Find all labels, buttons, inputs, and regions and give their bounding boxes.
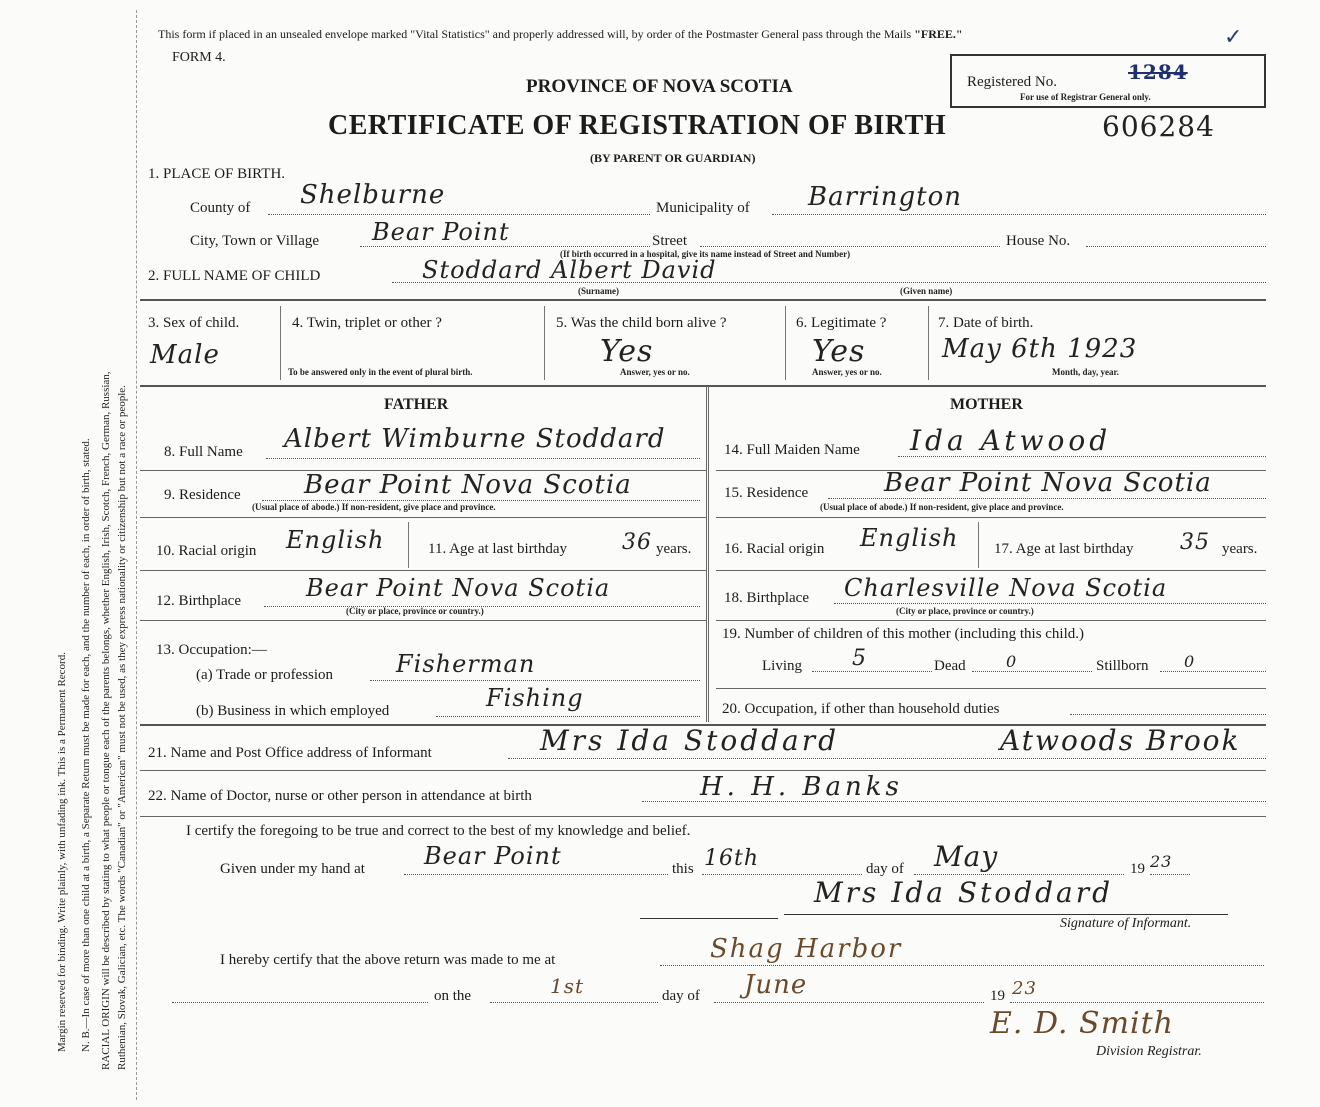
mother-name-label: 14. Full Maiden Name	[724, 442, 860, 458]
business-field[interactable]: Fishing	[486, 684, 584, 712]
certificate-number: 606284	[1102, 110, 1215, 143]
father-heading: FATHER	[384, 396, 449, 413]
municipality-label: Municipality of	[656, 200, 750, 216]
registrar-month-field[interactable]: June	[744, 970, 808, 1000]
doctor-field[interactable]: H. H. Banks	[700, 772, 903, 802]
given-place-field[interactable]: Bear Point	[424, 842, 562, 870]
father-birthplace-note: (City or place, province or country.)	[346, 606, 484, 616]
given-name-note: (Given name)	[900, 286, 953, 296]
dead-field[interactable]: 0	[1006, 652, 1018, 671]
mother-age-field[interactable]: 35	[1180, 530, 1210, 555]
registrar-signature[interactable]: E. D. Smith	[990, 1006, 1174, 1041]
given-year-field[interactable]: 23	[1150, 852, 1173, 871]
trade-label: (a) Trade or profession	[196, 667, 334, 683]
father-age-field[interactable]: 36	[622, 530, 652, 555]
given-day-field[interactable]: 16th	[704, 846, 760, 871]
children-count-label: 19. Number of children of this mother (including this child.)	[722, 626, 1085, 642]
date-of-birth-note: Month, day, year.	[1052, 367, 1119, 377]
mother-heading: MOTHER	[950, 396, 1023, 413]
registered-label: Registered No.	[967, 74, 1057, 90]
twin-label: 4. Twin, triplet or other ?	[292, 315, 442, 331]
mother-residence-field[interactable]: Bear Point Nova Scotia	[884, 468, 1212, 498]
informant-signature[interactable]: Mrs Ida Stoddard	[814, 876, 1114, 909]
born-alive-field[interactable]: Yes	[600, 334, 654, 369]
year-prefix: 19	[1130, 861, 1145, 877]
margin-rule	[136, 10, 137, 1100]
page-title: CERTIFICATE OF REGISTRATION OF BIRTH	[328, 110, 947, 141]
dead-label: Dead	[934, 658, 966, 674]
mother-residence-note: (Usual place of abode.) If non-resident, give place and province.	[820, 502, 1064, 512]
legitimate-field[interactable]: Yes	[812, 334, 866, 369]
mother-birthplace-note: (City or place, province or country.)	[896, 606, 1034, 616]
surname-note: (Surname)	[578, 286, 619, 296]
given-month-field[interactable]: May	[934, 840, 999, 873]
place-of-birth-label: 1. PLACE OF BIRTH.	[148, 166, 286, 182]
house-number-label: House No.	[1006, 233, 1071, 249]
registrar-note: For use of Registrar General only.	[1020, 92, 1151, 102]
margin-note-1: Margin reserved for binding. Write plainly, with unfading ink. This is a Permanent Record.	[56, 652, 68, 1052]
certify-statement: I certify the foregoing to be true and correct to the best of my knowledge and belief.	[186, 823, 691, 839]
on-the-label: on the	[434, 988, 472, 1004]
born-alive-label: 5. Was the child born alive ?	[556, 315, 727, 331]
check-icon: ✓	[1224, 24, 1243, 49]
father-race-field[interactable]: English	[286, 526, 385, 554]
this-label: this	[672, 861, 694, 877]
mother-birthplace-label: 18. Birthplace	[724, 590, 809, 606]
twin-note: To be answered only in the event of plural birth.	[288, 367, 473, 377]
father-residence-note: (Usual place of abode.) If non-resident, give place and province.	[252, 502, 496, 512]
date-of-birth-field[interactable]: May 6th 1923	[942, 334, 1138, 364]
legitimate-note: Answer, yes or no.	[812, 367, 882, 377]
hospital-note: (If birth occurred in a hospital, give its name instead of Street and Number)	[560, 249, 851, 259]
sex-field[interactable]: Male	[150, 340, 220, 370]
margin-note-2: N. B.—In case of more than one child at a birth, a Separate Return must be made for each, and the number of each, in order of birth, stated.	[80, 438, 92, 1052]
mother-age-label: 17. Age at last birthday	[994, 541, 1134, 557]
registration-box	[950, 54, 1266, 108]
municipality-field[interactable]: Barrington	[808, 182, 963, 212]
occupation-label: 13. Occupation:—	[156, 642, 267, 658]
born-alive-note: Answer, yes or no.	[620, 367, 690, 377]
doctor-label: 22. Name of Doctor, nurse or other person in attendance at birth	[148, 788, 532, 804]
mail-notice: This form if placed in an unsealed envelope marked "Vital Statistics" and properly addressed will, by order of the Postmaster General pass through the Mails "FREE."	[158, 27, 963, 41]
trade-field[interactable]: Fisherman	[396, 650, 536, 678]
date-of-birth-label: 7. Date of birth.	[938, 315, 1034, 331]
father-name-field[interactable]: Albert Wimburne Stoddard	[284, 424, 666, 454]
county-field[interactable]: Shelburne	[300, 180, 446, 210]
mother-race-label: 16. Racial origin	[724, 541, 825, 557]
father-name-label: 8. Full Name	[164, 444, 243, 460]
mother-name-field[interactable]: Ida Atwood	[910, 424, 1112, 457]
given-at-label: Given under my hand at	[220, 861, 365, 877]
child-name-field[interactable]: Stoddard Albert David	[422, 256, 717, 284]
form-number: FORM 4.	[172, 50, 226, 65]
division-registrar-label: Division Registrar.	[1096, 1044, 1202, 1059]
registrar-year-prefix: 19	[990, 988, 1005, 1004]
margin-note-4: Ruthenian, Slovak, Galician, etc. The words "Canadian" or "American" must not be used, as they express nationality or citizenship but not a race or people.	[116, 385, 128, 1070]
subtitle: (BY PARENT OR GUARDIAN)	[590, 151, 756, 165]
registrar-statement: I hereby certify that the above return was made to me at	[220, 952, 556, 968]
sex-label: 3. Sex of child.	[148, 315, 240, 331]
father-race-label: 10. Racial origin	[156, 543, 257, 559]
informant-name-field[interactable]: Mrs Ida Stoddard	[540, 724, 840, 757]
legitimate-label: 6. Legitimate ?	[796, 315, 887, 331]
father-age-unit: years.	[656, 541, 692, 557]
stillborn-field[interactable]: 0	[1184, 652, 1196, 671]
city-label: City, Town or Village	[190, 233, 320, 249]
business-label: (b) Business in which employed	[196, 703, 390, 719]
father-birthplace-label: 12. Birthplace	[156, 593, 241, 609]
province-heading: PROVINCE OF NOVA SCOTIA	[526, 76, 793, 97]
father-residence-label: 9. Residence	[164, 487, 241, 503]
city-field[interactable]: Bear Point	[372, 218, 510, 246]
informant-address-field[interactable]: Atwoods Brook	[1000, 724, 1241, 757]
living-label: Living	[762, 658, 802, 674]
registrar-year-field[interactable]: 23	[1012, 978, 1037, 999]
signature-label: Signature of Informant.	[1060, 916, 1192, 931]
child-name-label: 2. FULL NAME OF CHILD	[148, 268, 321, 284]
father-birthplace-field[interactable]: Bear Point Nova Scotia	[306, 574, 611, 602]
margin-note-3: RACIAL ORIGIN will be described by stating to what people or tongue each of the parents belongs, whether English, Irish, Scotch, French, German, Russian,	[100, 371, 112, 1070]
day-of-label: day of	[866, 861, 904, 877]
mother-birthplace-field[interactable]: Charlesville Nova Scotia	[844, 574, 1168, 602]
father-age-label: 11. Age at last birthday	[428, 541, 567, 557]
living-field[interactable]: 5	[852, 646, 867, 671]
mother-occupation-label: 20. Occupation, if other than household duties	[722, 701, 1000, 717]
mother-residence-label: 15. Residence	[724, 485, 809, 501]
street-label: Street	[652, 233, 687, 249]
mother-age-unit: years.	[1222, 541, 1258, 557]
father-residence-field[interactable]: Bear Point Nova Scotia	[304, 470, 632, 500]
registered-number: 1284	[1128, 60, 1188, 84]
stillborn-label: Stillborn	[1096, 658, 1149, 674]
mother-race-field[interactable]: English	[860, 524, 959, 552]
registrar-day-field[interactable]: 1st	[550, 974, 585, 998]
registrar-place-field[interactable]: Shag Harbor	[710, 934, 903, 964]
informant-label: 21. Name and Post Office address of Informant	[148, 745, 432, 761]
county-label: County of	[190, 200, 251, 216]
registrar-day-of-label: day of	[662, 988, 700, 1004]
